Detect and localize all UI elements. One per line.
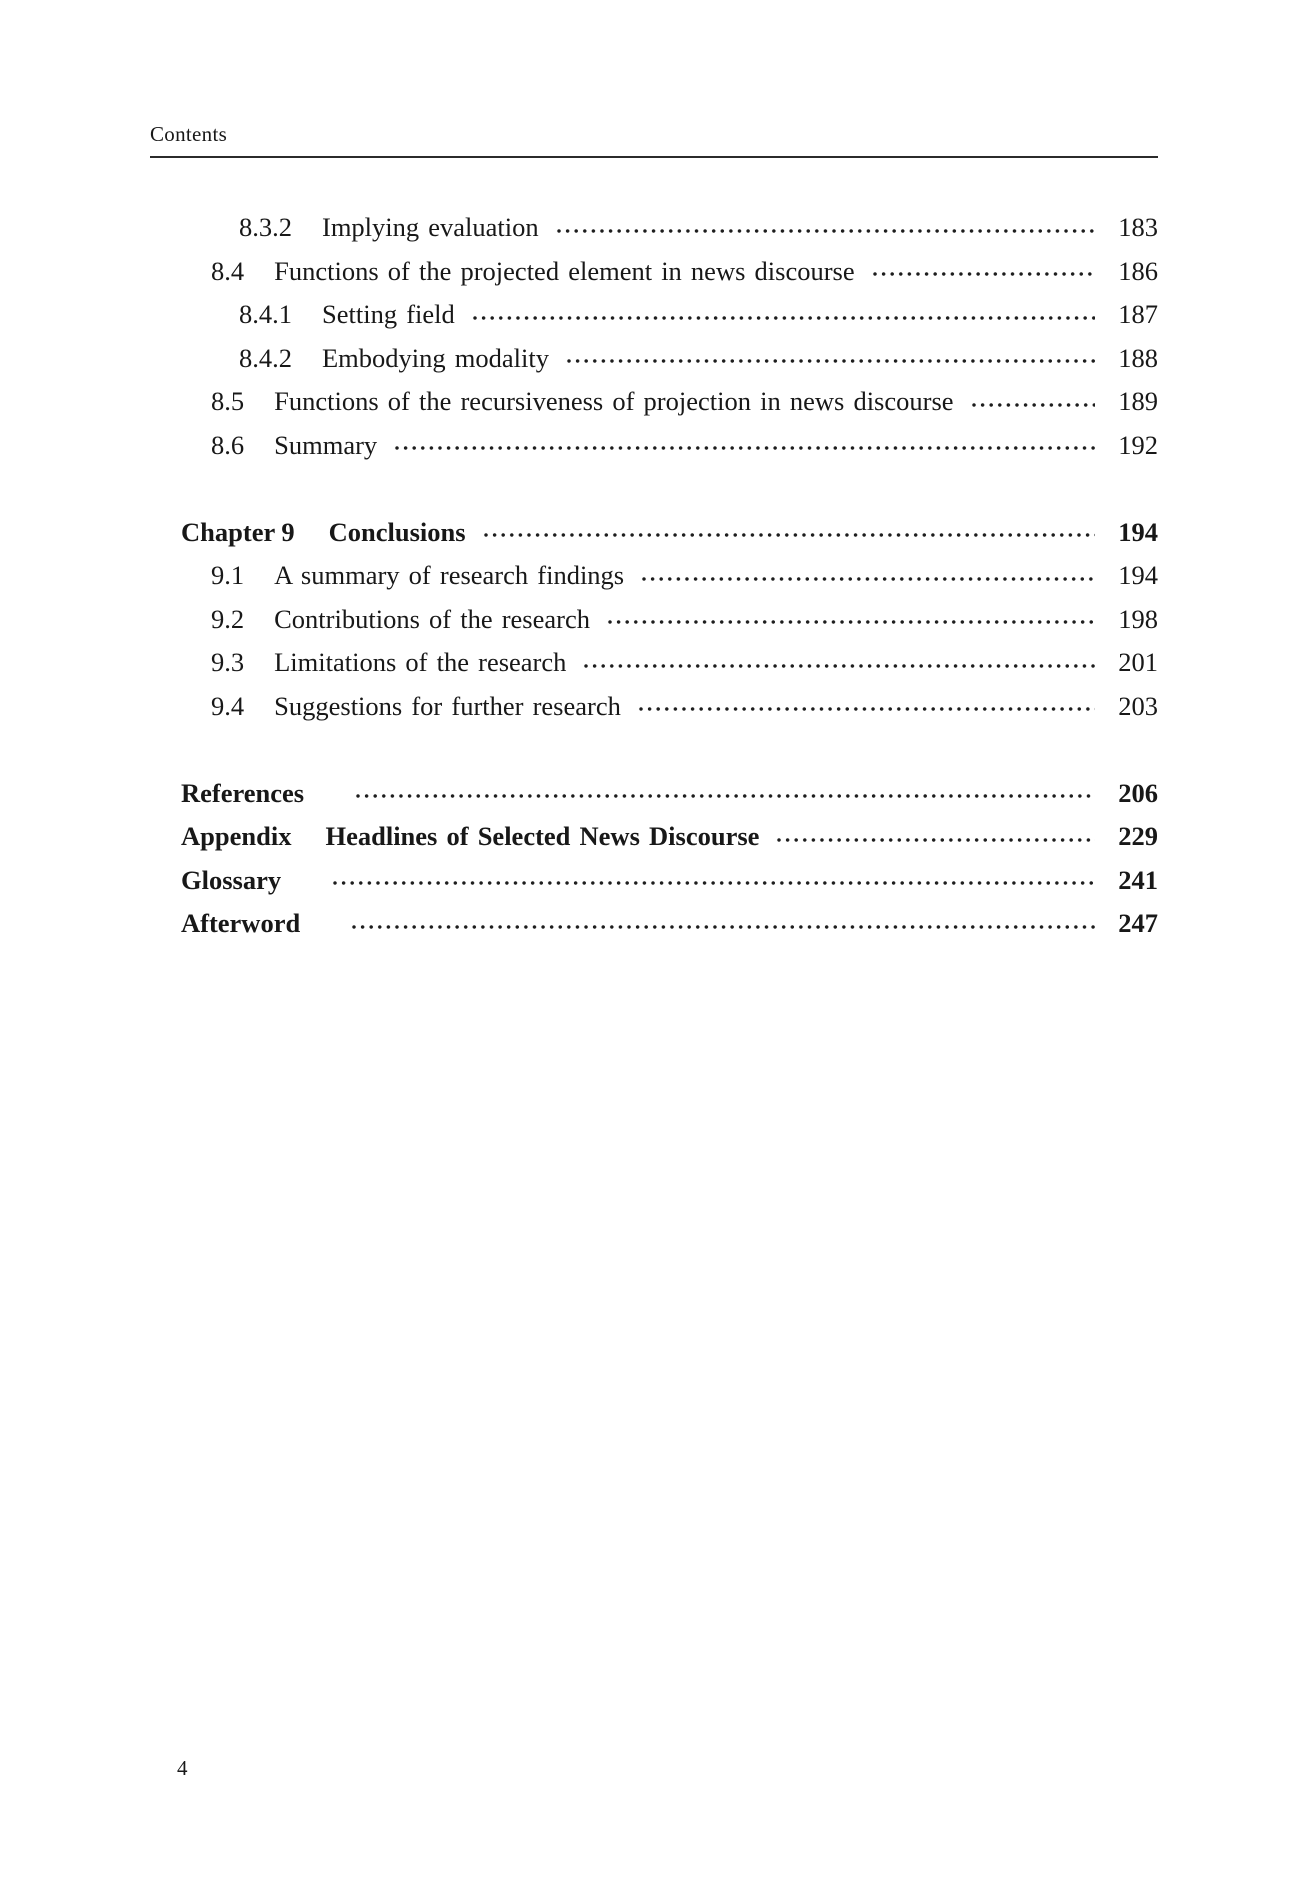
toc-entry-page: 194 <box>1118 560 1158 590</box>
dot-leader <box>471 313 1095 323</box>
toc-row <box>150 250 1158 294</box>
toc-entry-number: 8.6 <box>211 429 245 460</box>
toc-entry-page: 192 <box>1118 429 1158 460</box>
toc-entry-page: 183 <box>1118 212 1158 242</box>
toc-row <box>150 554 1158 598</box>
toc-entry-title: Summary <box>274 429 378 460</box>
dot-leader <box>775 835 1095 845</box>
toc-entry-title: Headlines of Selected News Discourse <box>325 821 760 851</box>
toc-row <box>150 815 1158 859</box>
toc-row <box>150 424 1158 468</box>
toc-entry-page: 188 <box>1118 342 1158 373</box>
toc-row <box>150 206 1158 250</box>
toc-row <box>150 337 1158 381</box>
dot-leader <box>354 791 1095 801</box>
toc-row <box>150 511 1158 555</box>
toc-row <box>150 685 1158 729</box>
toc-entry-number: 8.3.2 <box>239 212 292 242</box>
toc-entry-number: 8.4.1 <box>239 299 292 329</box>
dot-leader <box>970 400 1095 410</box>
toc-entry-title: Functions of the projected element in news discourse <box>274 255 855 286</box>
toc-row <box>150 859 1158 903</box>
toc-entry-title: Functions of the recursiveness of projection in news discourse <box>274 386 954 416</box>
dot-leader <box>640 574 1095 584</box>
toc-entry-title: Embodying modality <box>322 342 549 373</box>
toc-row <box>150 902 1158 946</box>
toc-entry-number: 9.3 <box>211 647 245 677</box>
dot-leader <box>606 617 1095 627</box>
toc-entry-page: 194 <box>1118 516 1158 547</box>
toc-entry-page: 198 <box>1118 603 1158 634</box>
dot-leader <box>565 356 1095 366</box>
toc-entry-title: A summary of research findings <box>274 560 625 590</box>
toc-entry-title: Conclusions <box>328 516 466 547</box>
toc-entry-title: Setting field <box>322 299 455 329</box>
page-header-title: Contents <box>150 122 228 146</box>
toc-row <box>150 772 1158 816</box>
toc-entry-number: References <box>181 777 305 808</box>
toc-entry-number: Appendix <box>181 821 292 851</box>
dot-leader <box>555 226 1095 236</box>
toc-entry-page: 229 <box>1118 821 1158 851</box>
toc-entry-title: Limitations of the research <box>274 647 567 677</box>
toc-entry-number: 8.5 <box>211 386 245 416</box>
toc-entry-number: Glossary <box>181 864 282 895</box>
dot-leader <box>331 878 1095 888</box>
toc-entry-page: 189 <box>1118 386 1158 416</box>
header-rule <box>150 156 1158 158</box>
toc-entry-title: Suggestions for further research <box>274 690 621 721</box>
dot-leader <box>482 530 1095 540</box>
toc-entry-number: Afterword <box>181 908 301 938</box>
dot-leader <box>637 704 1095 714</box>
toc-entry-page: 203 <box>1118 690 1158 721</box>
toc-group <box>150 206 1158 467</box>
dot-leader <box>393 443 1095 453</box>
dot-leader <box>871 269 1095 279</box>
dot-leader <box>350 922 1095 932</box>
toc-entry-title: Contributions of the research <box>274 603 590 634</box>
toc-group <box>150 772 1158 946</box>
toc-list <box>150 206 1158 946</box>
toc-entry-page: 247 <box>1118 908 1158 938</box>
toc-entry-number: 8.4 <box>211 255 245 286</box>
toc-entry-number: Chapter 9 <box>181 516 295 547</box>
dot-leader <box>582 661 1095 671</box>
toc-group <box>150 511 1158 729</box>
toc-entry-page: 201 <box>1118 647 1158 677</box>
toc-row <box>150 598 1158 642</box>
toc-entry-page: 186 <box>1118 255 1158 286</box>
toc-entry-number: 9.4 <box>211 690 245 721</box>
toc-entry-number: 9.1 <box>211 560 245 590</box>
toc-entry-title: Implying evaluation <box>322 212 539 242</box>
toc-row <box>150 293 1158 337</box>
toc-entry-page: 206 <box>1118 777 1158 808</box>
toc-entry-number: 8.4.2 <box>239 342 292 373</box>
toc-row <box>150 641 1158 685</box>
toc-entry-page: 187 <box>1118 299 1158 329</box>
toc-entry-number: 9.2 <box>211 603 245 634</box>
toc-row <box>150 380 1158 424</box>
footer-page-number: 4 <box>177 1756 188 1780</box>
toc-entry-page: 241 <box>1118 864 1158 895</box>
